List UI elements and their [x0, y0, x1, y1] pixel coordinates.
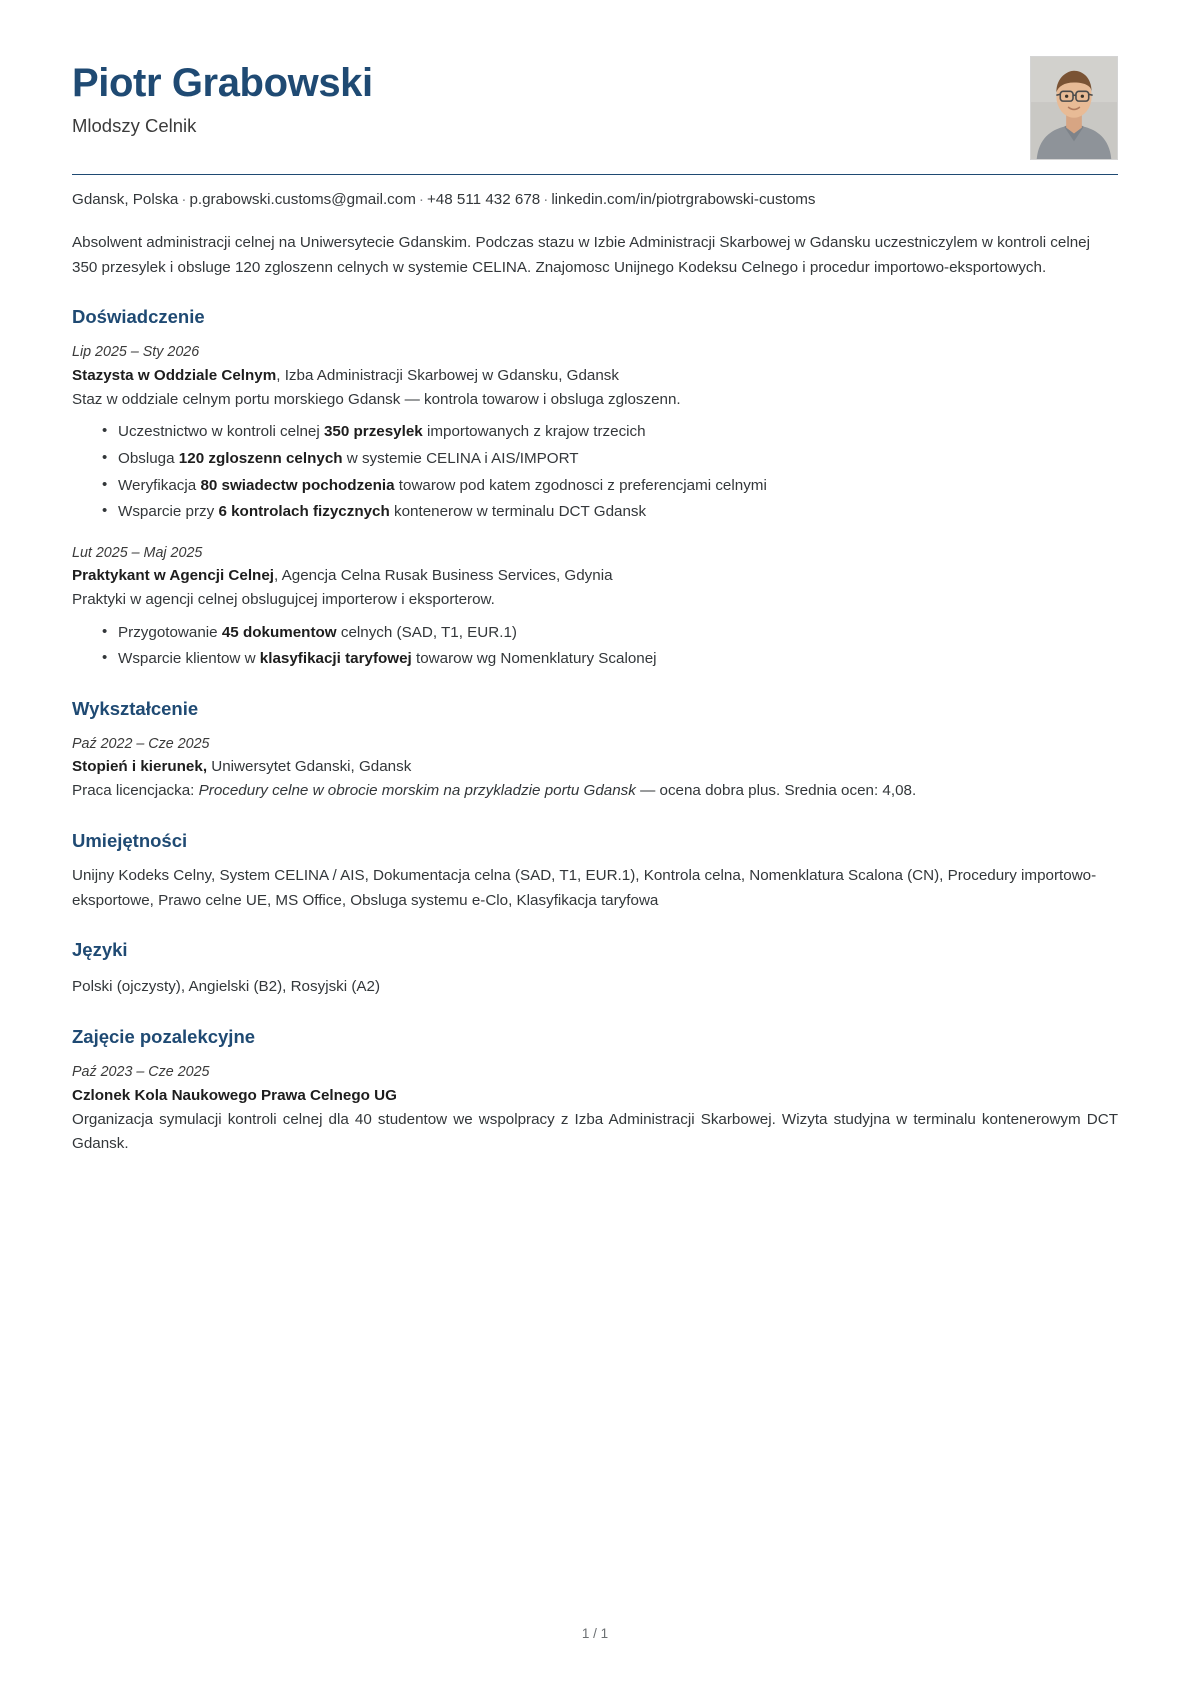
experience-bullet [102, 500, 1118, 525]
bullet-highlight: 45 dokumentow [221, 623, 337, 641]
bullet-highlight: 350 przesylek [323, 423, 423, 441]
contact-separator-3: · [543, 191, 549, 208]
experience-company: , Agencja Celna Rusak Business Services, Gdynia [274, 567, 613, 585]
experience-company: , Izba Administracji Skarbowej w Gdansku, Gdansk [276, 366, 619, 384]
page-indicator: 1 / 1 [581, 1626, 609, 1641]
education-heading [72, 756, 1118, 779]
section-title-extracurricular: Zajęcie pozalekcyjne [72, 1026, 256, 1048]
contact-separator-1: · [181, 191, 187, 208]
experience-bullet [102, 647, 1118, 672]
bullet-highlight: 120 zgloszenn celnych [178, 449, 343, 467]
skills-list: Unijny Kodeks Celny, System CELINA / AIS, Dokumentacja celna (SAD, T1, EUR.1), Kontrola celna, Nomenklatura Scalona (CN), Procedury importowo-eksportowe, Prawo celne UE, MS Office, Obsluga systemu e-Clo, Klasyfikacja taryfowa [72, 867, 1097, 909]
section-education [72, 698, 1118, 804]
experience-entry [72, 342, 1118, 524]
resume-header [72, 0, 1118, 160]
section-skills [72, 830, 1118, 913]
section-title-education: Wykształcenie [72, 697, 199, 719]
experience-heading [72, 365, 1118, 388]
languages-list: Polski (ojczysty), Angielski (B2), Rosyjski (A2) [72, 978, 381, 996]
experience-entry [72, 543, 1118, 672]
bullet-post: towarow pod katem zgodnosci z preferencjami celnymi [394, 476, 767, 494]
experience-role: Stazysta w Oddziale Celnym [72, 366, 277, 384]
section-extracurricular [72, 1026, 1118, 1157]
experience-date: Lut 2025 – Maj 2025 [72, 544, 203, 561]
extracurricular-heading [72, 1085, 1118, 1108]
extracurricular-date: Paź 2023 – Cze 2025 [72, 1064, 210, 1081]
section-title-experience: Doświadczenie [72, 306, 205, 328]
experience-description: Staz w oddziale celnym portu morskiego Gdansk — kontrola towarow i obsluga zgloszenn. [72, 390, 681, 408]
profile-photo-illustration [1031, 57, 1117, 159]
bullet-pre: Wsparcie klientow w [118, 650, 260, 668]
thesis-prefix: Praca licencjacka: [72, 782, 199, 800]
contact-location: Gdansk, Polska [72, 191, 179, 208]
resume-content [72, 0, 1118, 1157]
experience-role: Praktykant w Agencji Celnej [72, 567, 275, 585]
extracurricular-role: Czlonek Kola Naukowego Prawa Celnego UG [72, 1086, 397, 1104]
header-text-block [72, 56, 1030, 137]
page-footer [0, 1626, 1190, 1641]
experience-bullets [72, 621, 1118, 672]
thesis-title: Procedury celne w obrocie morskim na przykladzie portu Gdansk [198, 782, 636, 800]
education-school: Uniwersytet Gdanski, Gdansk [207, 758, 412, 776]
experience-heading [72, 565, 1118, 588]
thesis-suffix: — ocena dobra plus. Srednia ocen: 4,08. [635, 782, 917, 800]
bullet-post: w systemie CELINA i AIS/IMPORT [342, 449, 579, 467]
experience-bullet [102, 474, 1118, 499]
experience-description: Praktyki w agencji celnej obslugujcej importerow i eksporterow. [72, 591, 495, 608]
bullet-post: kontenerow w terminalu DCT Gdansk [389, 503, 647, 521]
extracurricular-entry [72, 1062, 1118, 1156]
bullet-pre: Wsparcie przy [118, 503, 219, 521]
education-date: Paź 2022 – Cze 2025 [72, 736, 210, 752]
contact-line [72, 175, 1118, 211]
bullet-pre: Obsluga [118, 449, 179, 467]
section-title-languages: Języki [72, 939, 128, 961]
experience-bullet [102, 621, 1118, 646]
bullet-pre: Przygotowanie [118, 623, 222, 641]
experience-bullet [102, 447, 1118, 472]
section-title-skills: Umiejętności [72, 829, 188, 851]
profile-summary: Absolwent administracji celnej na Uniwersytecie Gdanskim. Podczas stazu w Izbie Administracji Skarbowej w Gdansku uczestniczylem w kontroli celnej 350 przesylek i obsluge 120 zgloszenn celnych w systemie CELINA. Znajomosc Unijnego Kodeksu Celnego i procedur importowo-eksportowych. [72, 234, 1090, 276]
bullet-post: towarow wg Nomenklatury Scalonej [411, 650, 657, 668]
bullet-post: celnych (SAD, T1, EUR.1) [336, 623, 517, 641]
contact-phone[interactable]: +48 511 432 678 [426, 191, 541, 208]
bullet-highlight: 6 kontrolach fizycznych [218, 503, 390, 521]
bullet-post: importowanych z krajow trzecich [422, 423, 646, 441]
bullet-pre: Weryfikacja [118, 476, 201, 494]
bullet-highlight: 80 swiadectw pochodzenia [200, 476, 395, 494]
education-entry [72, 734, 1118, 804]
experience-date: Lip 2025 – Sty 2026 [72, 344, 200, 361]
candidate-name: Piotr Grabowski [72, 61, 373, 105]
profile-photo [1030, 56, 1118, 160]
bullet-pre: Uczestnictwo w kontroli celnej [118, 423, 324, 441]
contact-email[interactable]: p.grabowski.customs@gmail.com [189, 191, 416, 208]
candidate-job-title: Mlodszy Celnik [72, 115, 197, 137]
section-languages [72, 939, 1118, 1000]
experience-bullets [72, 420, 1118, 525]
education-thesis [72, 779, 1118, 804]
extracurricular-description: Organizacja symulacji kontroli celnej dla 40 studentow we wspolpracy z Izba Administracji Skarbowej. Wizyta studyjna w terminalu kontenerowym DCT Gdansk. [72, 1110, 1118, 1153]
contact-separator-2: · [418, 191, 424, 208]
bullet-highlight: klasyfikacji taryfowej [259, 650, 412, 668]
contact-linkedin[interactable]: linkedin.com/in/piotrgrabowski-customs [551, 191, 816, 208]
education-degree: Stopień i kierunek, [72, 758, 208, 776]
section-experience [72, 306, 1118, 672]
experience-bullet [102, 420, 1118, 445]
